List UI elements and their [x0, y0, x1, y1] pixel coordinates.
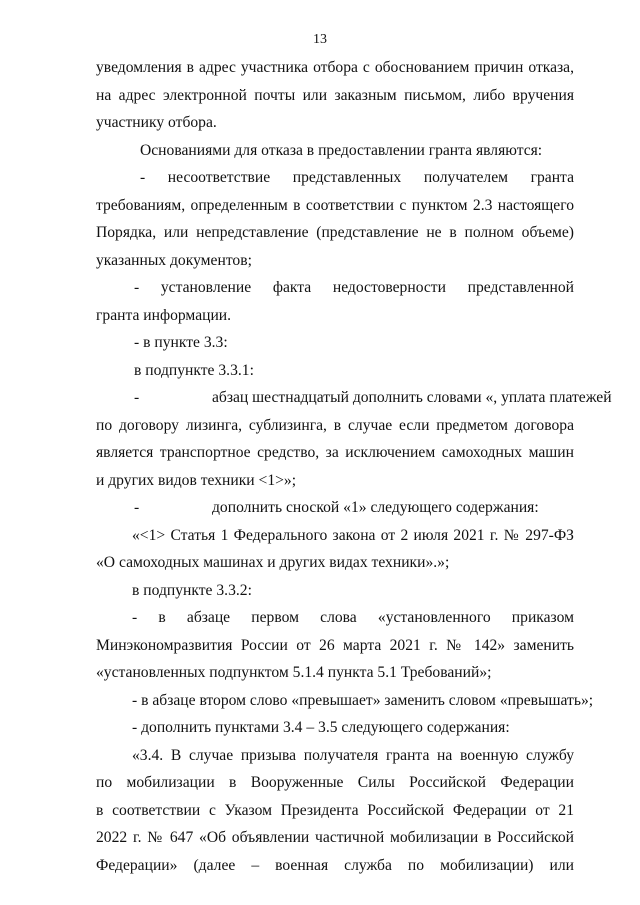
dash-marker: - — [134, 499, 140, 516]
text-line: требованиям, определенным в соответствии с пунктом 2.3 настоящего — [96, 196, 574, 214]
text-line: уведомления в адрес участника отбора с обоснованием причин отказа, — [96, 59, 574, 76]
text-segment: дополнить сноской «1» следующего содержания: — [212, 499, 539, 516]
text-line: Минэкономразвития России от 26 марта 2021 г. № 142» заменить — [96, 636, 574, 654]
text-line: 2022 г. № 647 «Об объявлении частичной мобилизации в Российской — [96, 829, 574, 846]
text-line — [96, 384, 612, 412]
text-line: по мобилизации в Вооруженные Силы Российской Федерации — [96, 774, 574, 791]
text-line: - в абзаце втором слово «превышает» заменить словом «превышать»; — [132, 691, 594, 709]
text-line: в подпункте 3.3.2: — [132, 581, 252, 599]
text-line: «<1> Статья 1 Федерального закона от 2 июля 2021 г. № 297-ФЗ — [132, 526, 574, 544]
dash-marker: - — [134, 389, 140, 406]
text-line: по договору лизинга, сублизинга, в случае если предметом договора — [96, 416, 574, 434]
text-line: - несоответствие представленных получателем гранта — [140, 169, 574, 186]
text-line: участнику отбора. — [96, 114, 217, 131]
text-line: «3.4. В случае призыва получателя гранта на военную службу — [132, 746, 574, 764]
text-line: Порядка, или непредставление (представление не в полном объеме) — [96, 224, 574, 241]
text-line: «О самоходных машинах и других видах техники».»; — [96, 554, 450, 571]
text-line: - в абзаце первом слова «установленного приказом — [132, 609, 574, 626]
page-number: 13 — [313, 32, 327, 47]
text-segment: абзац шестнадцатый дополнить словами «, уплата платежей — [212, 389, 612, 406]
text-line: Основаниями для отказа в предоставлении гранта являются: — [140, 141, 543, 159]
text-line: в подпункте 3.3.1: — [134, 361, 254, 379]
text-line: на адрес электронной почты или заказным письмом, либо вручения — [96, 86, 574, 104]
text-line — [96, 494, 574, 522]
text-line: в соответствии с Указом Президента Российской Федерации от 21 — [96, 801, 574, 819]
text-line: «установленных подпунктом 5.1.4 пункта 5.1 Требований»; — [96, 664, 492, 681]
text-line: указанных документов; — [96, 251, 252, 269]
text-line: Федерации» (далее – военная служба по мобилизации) или — [96, 856, 574, 874]
text-line: является транспортное средство, за исключением самоходных машин — [96, 444, 574, 461]
text-line: и других видов техники <1>»; — [96, 471, 297, 489]
text-line: - установление факта недостоверности представленной — [134, 279, 574, 296]
document-body — [96, 54, 612, 879]
text-line: - дополнить пунктами 3.4 – 3.5 следующего содержания: — [132, 719, 510, 736]
text-line: гранта информации. — [96, 306, 232, 324]
text-line: - в пункте 3.3: — [134, 334, 228, 351]
